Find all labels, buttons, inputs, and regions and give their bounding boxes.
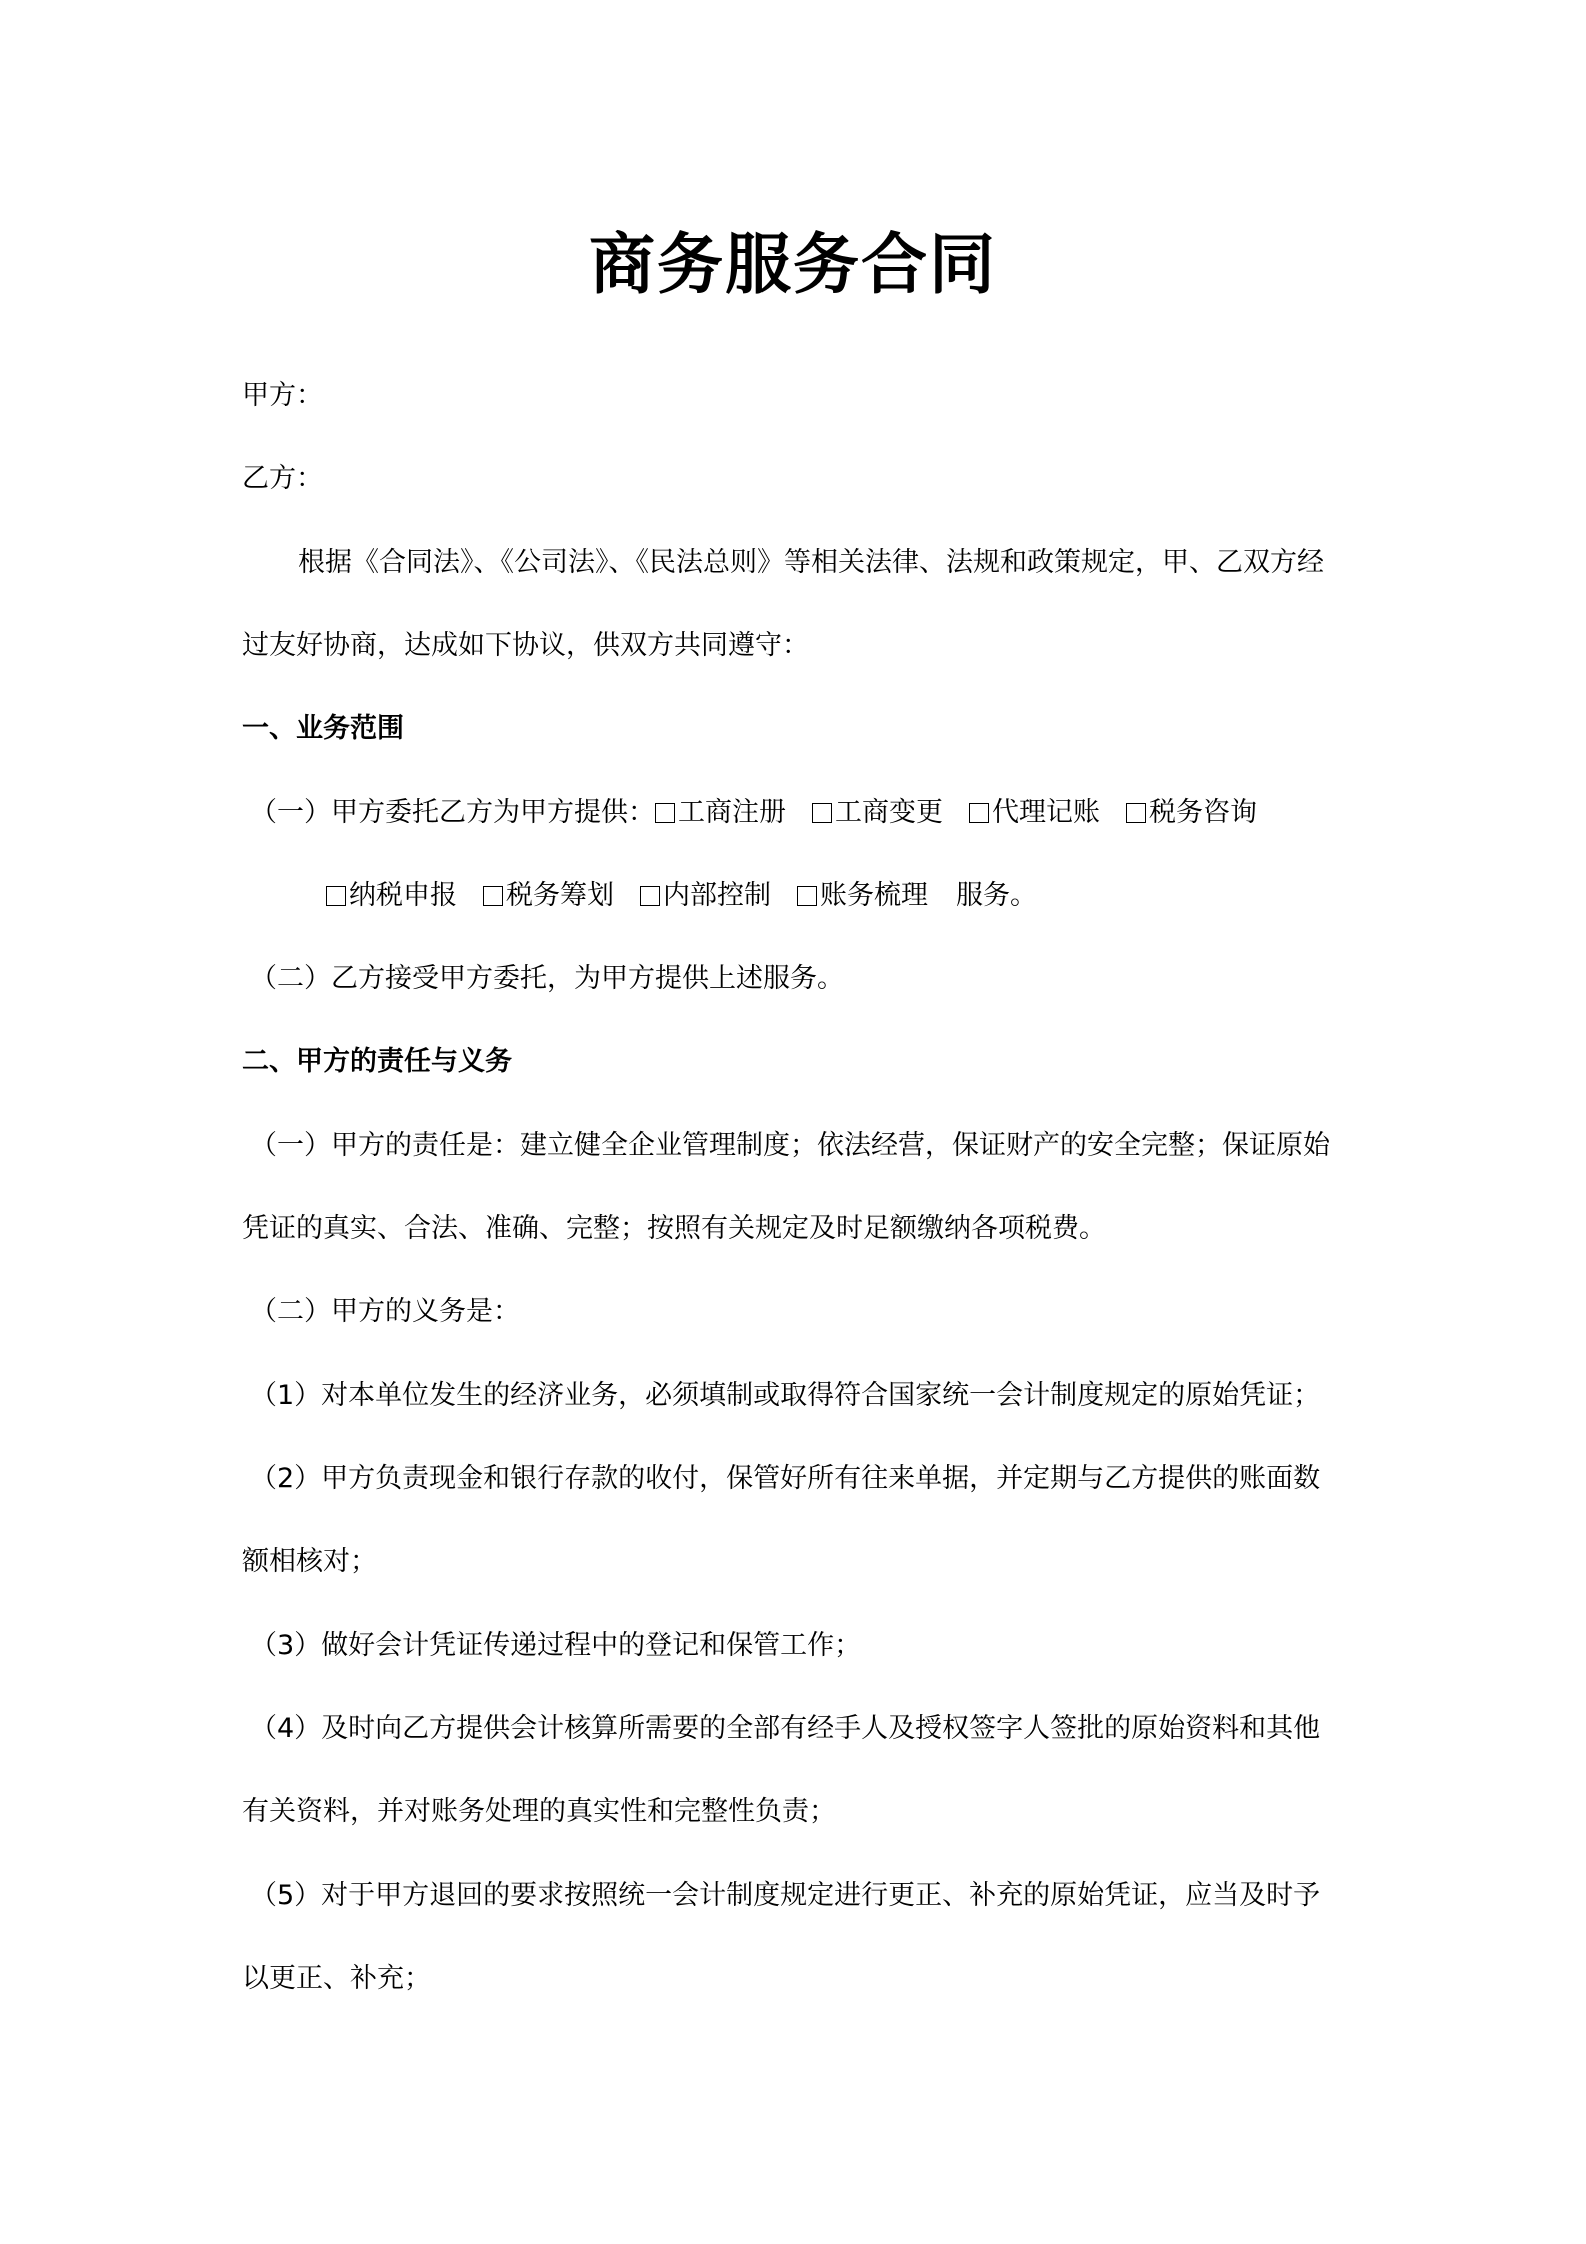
duty-5-line-1: （5）对于甲方退回的要求按照统一会计制度规定进行更正、补充的原始凭证，应当及时予	[250, 1880, 1321, 1911]
option-label: 税务咨询	[1149, 797, 1257, 828]
section-1-item-2: （二）乙方接受甲方委托，为甲方提供上述服务。	[250, 963, 844, 994]
section-2-item-1-line-1: （一）甲方的责任是：建立健全企业管理制度；依法经营，保证财产的安全完整；保证原始	[250, 1130, 1330, 1161]
option-business-change[interactable]	[812, 791, 943, 835]
party-a-label: 甲方：	[242, 380, 323, 411]
party-b-label: 乙方：	[242, 463, 323, 494]
checkbox-icon[interactable]	[326, 886, 346, 906]
section-2-item-1-line-2: 凭证的真实、合法、准确、完整；按照有关规定及时足额缴纳各项税费。	[242, 1213, 1106, 1244]
option-tax-consulting[interactable]	[1126, 791, 1257, 835]
section-1-heading: 一、业务范围	[242, 713, 404, 744]
option-label: 工商变更	[835, 797, 943, 828]
option-business-registration[interactable]	[655, 791, 786, 835]
option-internal-control[interactable]	[640, 874, 771, 918]
section-1-item-1	[250, 791, 1352, 835]
preamble-line-2: 过友好协商，达成如下协议，供双方共同遵守：	[242, 630, 809, 661]
duty-2-line-1: （2）甲方负责现金和银行存款的收付，保管好所有往来单据，并定期与乙方提供的账面数	[250, 1463, 1321, 1494]
duty-5-line-2: 以更正、补充；	[242, 1963, 431, 1994]
preamble-line-1: 根据《合同法》、《公司法》、《民法总则》等相关法律、法规和政策规定，甲、乙双方经	[298, 547, 1324, 578]
duty-4-line-2: 有关资料，并对账务处理的真实性和完整性负责；	[242, 1796, 836, 1827]
checkbox-icon[interactable]	[969, 803, 989, 823]
option-account-review[interactable]	[797, 874, 928, 918]
checkbox-icon[interactable]	[1126, 803, 1146, 823]
duty-4-line-1: （4）及时向乙方提供会计核算所需要的全部有经手人及授权签字人签批的原始资料和其他	[250, 1713, 1321, 1744]
duty-2-line-2: 额相核对；	[242, 1546, 377, 1577]
checkbox-icon[interactable]	[797, 886, 817, 906]
section-2-item-2: （二）甲方的义务是：	[250, 1296, 520, 1327]
section-2-heading: 二、甲方的责任与义务	[242, 1046, 512, 1077]
options-suffix: 服务。	[956, 880, 1037, 911]
duty-1: （1）对本单位发生的经济业务，必须填制或取得符合国家统一会计制度规定的原始凭证；	[250, 1380, 1321, 1411]
duty-3: （3）做好会计凭证传递过程中的登记和保管工作；	[250, 1630, 862, 1661]
option-bookkeeping[interactable]	[969, 791, 1100, 835]
checkbox-icon[interactable]	[483, 886, 503, 906]
checkbox-icon[interactable]	[812, 803, 832, 823]
option-label: 代理记账	[992, 797, 1100, 828]
checkbox-icon[interactable]	[655, 803, 675, 823]
option-label: 税务筹划	[506, 880, 614, 911]
option-tax-planning[interactable]	[483, 874, 614, 918]
page-title: 商务服务合同	[589, 226, 997, 303]
section-1-item-1-lead: （一）甲方委托乙方为甲方提供：	[250, 797, 655, 828]
option-label: 账务梳理	[820, 880, 928, 911]
option-label: 纳税申报	[349, 880, 457, 911]
checkbox-icon[interactable]	[640, 886, 660, 906]
option-tax-filing[interactable]	[326, 874, 457, 918]
section-1-options-row-2	[326, 874, 1352, 918]
option-label: 内部控制	[663, 880, 771, 911]
option-label: 工商注册	[678, 797, 786, 828]
